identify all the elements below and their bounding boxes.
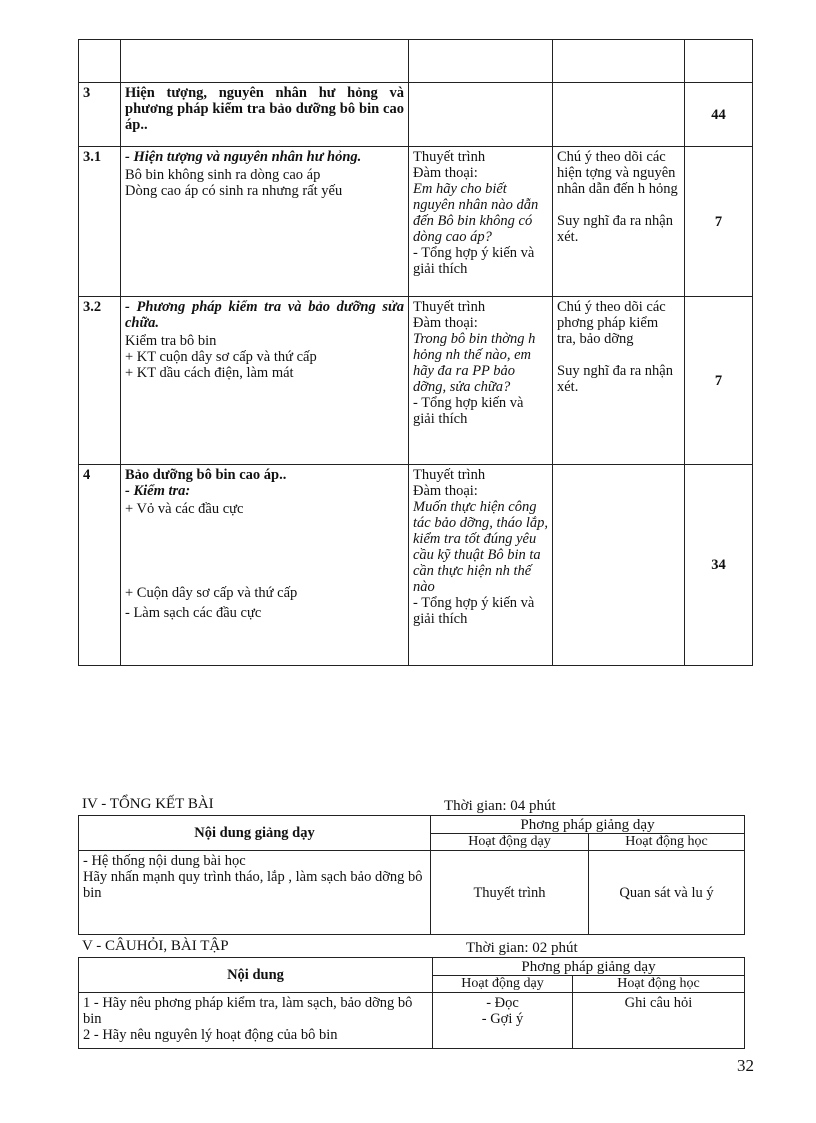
header-method: Phơng pháp giảng dạy bbox=[433, 958, 745, 976]
row-content: Hiện tượng, nguyên nhân hư hỏng và phương pháp kiểm tra bảo dưỡng bô bin cao áp.. bbox=[121, 83, 409, 147]
page-number: 32 bbox=[737, 1056, 754, 1075]
header-content: Nội dung giảng dạy bbox=[79, 816, 431, 851]
row-content bbox=[121, 465, 409, 666]
header-student: Hoạt động học bbox=[573, 976, 745, 993]
table-row bbox=[79, 147, 753, 297]
row-content bbox=[121, 147, 409, 297]
content-heading: Bảo dưỡng bô bin cao áp.. bbox=[125, 467, 287, 483]
summary-table bbox=[78, 815, 745, 935]
teacher-activity: Thuyết trình Đàm thoại: Trong bô bin thờng h hỏng nh thế nào, em hãy đa ra PP bảo dỡng, sửa chữa? - Tổng hợp kiến và giải thích bbox=[409, 297, 553, 465]
header-method: Phơng pháp giảng dạy bbox=[431, 816, 745, 834]
row-number: 3 bbox=[79, 83, 121, 147]
table-row bbox=[79, 993, 745, 1049]
content-line: + KT dầu cách điện, làm mát bbox=[125, 365, 294, 381]
row-minutes: 7 bbox=[685, 147, 753, 297]
row-content bbox=[121, 297, 409, 465]
table-row bbox=[79, 297, 753, 465]
section-v-title: V - CÂUHỎI, BÀI TẬP bbox=[82, 938, 229, 954]
content-line: + Vỏ và các đầu cực bbox=[125, 501, 244, 517]
header-student: Hoạt động học bbox=[589, 834, 745, 851]
content-line: + KT cuộn dây sơ cấp và thứ cấp bbox=[125, 349, 317, 365]
exercise-teacher: - Đọc - Gợi ý bbox=[433, 993, 573, 1049]
content-line: Kiểm tra bô bin bbox=[125, 333, 217, 349]
summary-student: Quan sát và lu ý bbox=[589, 851, 745, 935]
teacher-activity: Thuyết trình Đàm thoại: Em hãy cho biết nguyên nhân nào dẫn đến Bô bin không có dòng cao áp? - Tổng hợp ý kiến và giải thích bbox=[409, 147, 553, 297]
content-subheading: - Kiểm tra: bbox=[125, 483, 191, 499]
section-iv-title: IV - TỔNG KẾT BÀI bbox=[82, 796, 214, 812]
row-number: 3.1 bbox=[79, 147, 121, 297]
table-row bbox=[79, 851, 745, 935]
row-minutes: 44 bbox=[685, 83, 753, 147]
summary-teacher: Thuyết trình bbox=[431, 851, 589, 935]
exercise-content: 1 - Hãy nêu phơng pháp kiểm tra, làm sạch, bảo dỡng bô bin 2 - Hãy nêu nguyên lý hoạt động của bô bin bbox=[79, 993, 433, 1049]
table-row bbox=[79, 465, 753, 666]
row-minutes: 7 bbox=[685, 297, 753, 465]
table-row bbox=[79, 83, 753, 147]
header-content: Nội dung bbox=[79, 958, 433, 993]
table-row bbox=[79, 40, 753, 83]
student-activity: Chú ý theo dõi các phơng pháp kiểm tra, bảo dỡng Suy nghĩ đa ra nhận xét. bbox=[553, 297, 685, 465]
main-lesson-table bbox=[78, 39, 753, 666]
content-heading: - Hiện tượng và nguyên nhân hư hỏng. bbox=[125, 149, 362, 165]
section-iv-time: Thời gian: 04 phút bbox=[444, 798, 556, 814]
content-line: Dòng cao áp có sinh ra nhưng rất yếu bbox=[125, 183, 343, 199]
section-v-time: Thời gian: 02 phút bbox=[466, 940, 578, 956]
teacher-activity: Thuyết trình Đàm thoại: Muốn thực hiện công tác bảo dỡng, tháo lắp, kiểm tra tốt đúng yêu cầu kỹ thuật Bô bin ta cần thực hiện nh thế nào - Tổng hợp ý kiến và giải thích bbox=[409, 465, 553, 666]
summary-content: - Hệ thống nội dung bài học Hãy nhấn mạnh quy trình tháo, lắp , làm sạch bảo dỡng bô bin bbox=[79, 851, 431, 935]
content-line: Bô bin không sinh ra dòng cao áp bbox=[125, 167, 321, 183]
content-line: + Cuộn dây sơ cấp và thứ cấp bbox=[125, 585, 298, 601]
student-activity: Chú ý theo dõi các hiện tợng và nguyên nhân dẫn đến h hỏng Suy nghĩ đa ra nhận xét. bbox=[553, 147, 685, 297]
row-minutes: 34 bbox=[685, 465, 753, 666]
row-number: 4 bbox=[79, 465, 121, 666]
header-teacher: Hoạt động dạy bbox=[433, 976, 573, 993]
header-teacher: Hoạt động dạy bbox=[431, 834, 589, 851]
row-number: 3.2 bbox=[79, 297, 121, 465]
content-line: - Làm sạch các đầu cực bbox=[125, 605, 262, 621]
content-heading: - Phương pháp kiểm tra và bảo dưỡng sửa chữa. bbox=[125, 299, 404, 331]
exercise-student: Ghi câu hỏi bbox=[573, 993, 745, 1049]
exercise-table bbox=[78, 957, 745, 1049]
